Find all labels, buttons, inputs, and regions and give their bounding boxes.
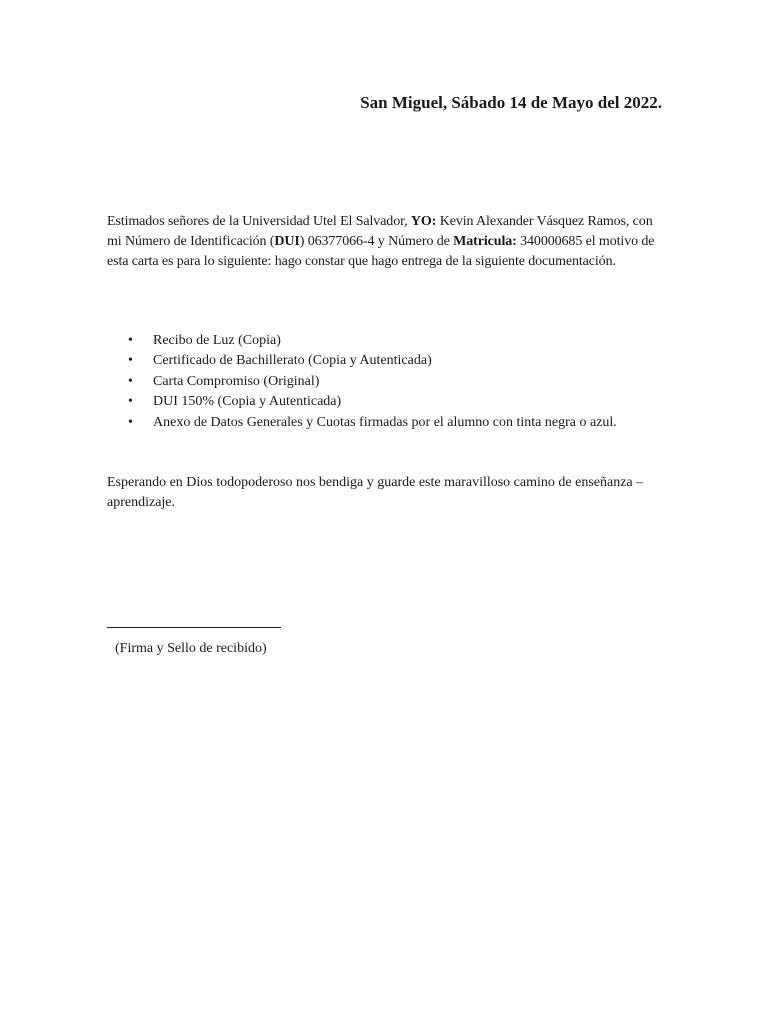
bullet-icon: • (128, 333, 133, 348)
intro-bold-dui: DUI (274, 234, 300, 249)
intro-text-1: Estimados señores de la Universidad Utel El Salvador, (107, 214, 411, 229)
list-item (107, 351, 677, 371)
list-item-text: DUI 150% (Copia y Autenticada) (153, 394, 342, 410)
signature-caption: (Firma y Sello de recibido) (115, 641, 267, 656)
bullet-icon: • (128, 394, 133, 410)
intro-bold-matricula: Matricula: (453, 234, 517, 249)
list-item (107, 372, 677, 392)
intro-text-2: Kevin Alexander Vásquez Ramos, con mi Número de Identificación ( (107, 214, 653, 249)
list-item (107, 331, 677, 351)
list-item-text: Recibo de Luz (Copia) (153, 333, 281, 348)
list-item-text: Certificado de Bachillerato (Copia y Autenticada) (153, 353, 432, 369)
document-list (107, 331, 677, 433)
list-item-text: Carta Compromiso (Original) (153, 373, 320, 389)
list-item-text: Anexo de Datos Generales y Cuotas firmadas por el alumno con tinta negra o azul. (153, 414, 617, 430)
signature-line (107, 627, 281, 628)
bullet-icon: • (128, 353, 133, 369)
list-item (107, 392, 677, 412)
intro-paragraph (107, 212, 667, 272)
letter-date: San Miguel, Sábado 14 de Mayo del 2022. (360, 93, 662, 112)
bullet-icon: • (128, 373, 133, 389)
list-item (107, 413, 677, 433)
intro-text-3: ) 06377066-4 y Número de (299, 234, 454, 249)
intro-bold-yo: YO: (410, 214, 437, 229)
intro-text-4: 340000685 el motivo de esta carta es para lo siguiente: hago constar que hago entrega de la siguiente documentación. (107, 234, 655, 269)
closing-paragraph: Esperando en Dios todopoderoso nos bendiga y guarde este maravilloso camino de enseñanza – aprendizaje. (107, 475, 644, 510)
bullet-icon: • (128, 414, 133, 430)
